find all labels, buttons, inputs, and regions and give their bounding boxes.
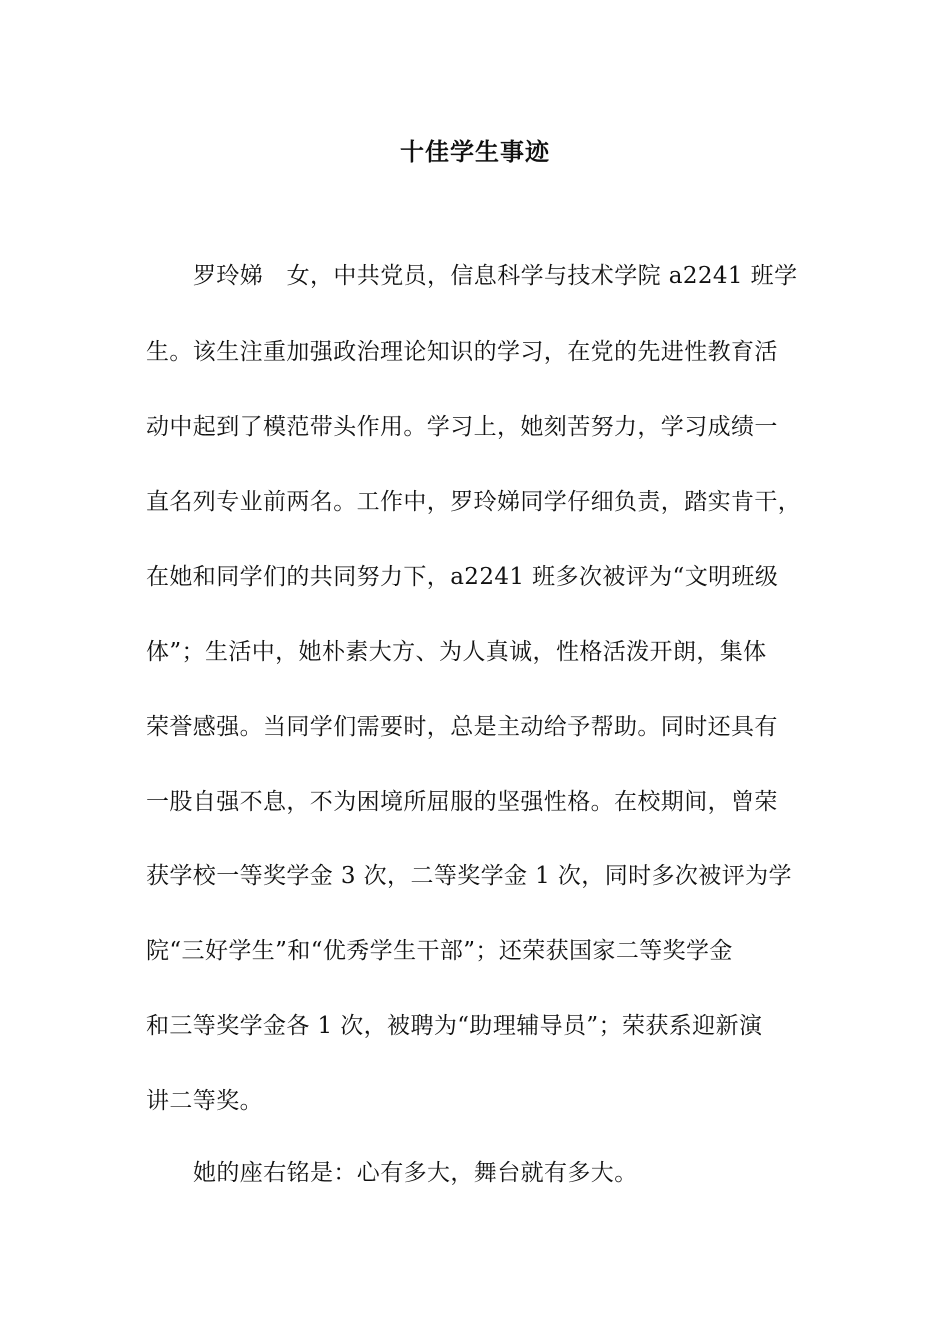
paragraph-1-line: 和三等奖学金各 1 次，被聘为“助理辅导员”；荣获系迎新演 [146, 1013, 763, 1039]
paragraph-1-line: 院“三好学生”和“优秀学生干部”；还荣获国家二等奖学金 [146, 938, 733, 964]
paragraph-1-line: 体”；生活中，她朴素大方、为人真诚，性格活泼开朗，集体 [146, 639, 767, 665]
paragraph-1-line: 在她和同学们的共同努力下，a2241 班多次被评为“文明班级 [146, 564, 779, 590]
document-title: 十佳学生事迹 [400, 138, 550, 166]
paragraph-1-line: 直名列专业前两名。工作中，罗玲娣同学仔细负责，踏实肯干， [146, 489, 802, 515]
paragraph-1-line: 一股自强不息，不为困境所屈服的坚强性格。在校期间，曾荣 [146, 789, 778, 815]
paragraph-1-line: 获学校一等奖学金 3 次，二等奖学金 1 次，同时多次被评为学 [146, 863, 792, 889]
paragraph-1-line: 讲二等奖。 [146, 1088, 263, 1114]
paragraph-1-line: 罗玲娣 女，中共党员，信息科学与技术学院 a2241 班学 [193, 263, 798, 289]
paragraph-1-line: 荣誉感强。当同学们需要时，总是主动给予帮助。同时还具有 [146, 714, 778, 740]
paragraph-2: 她的座右铭是：心有多大，舞台就有多大。 [193, 1160, 638, 1186]
paragraph-1-line: 生。该生注重加强政治理论知识的学习，在党的先进性教育活 [146, 339, 778, 365]
paragraph-1-line: 动中起到了模范带头作用。学习上，她刻苦努力，学习成绩一 [146, 414, 778, 440]
